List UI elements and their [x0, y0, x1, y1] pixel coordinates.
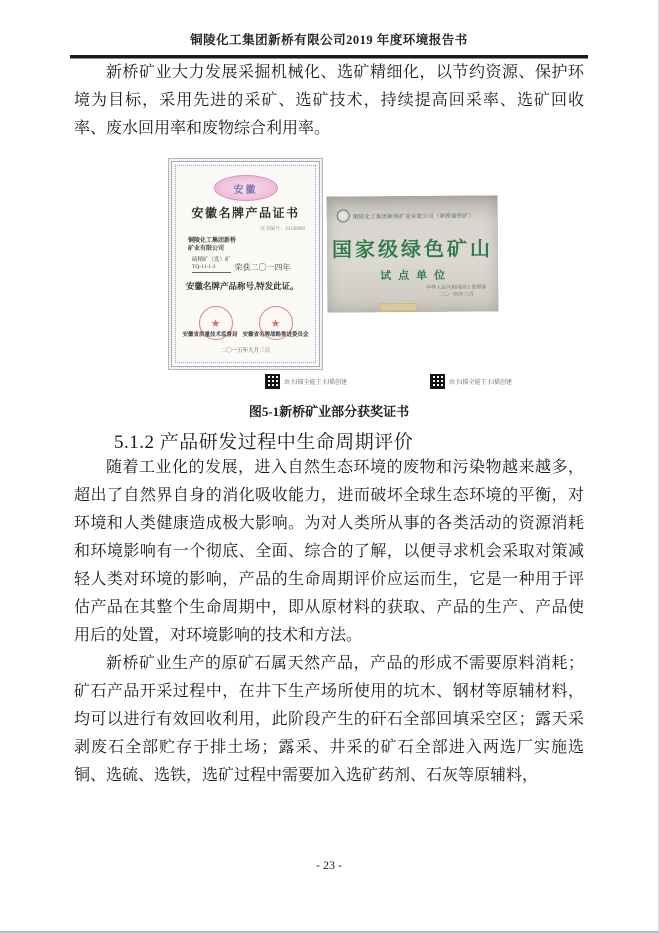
certificate-award-line: 安徽名牌产品称号,特发此证。 [186, 281, 299, 291]
plaque-issuer: 中华人民共和国国土资源部 [426, 285, 487, 291]
certificate-award-year: 荣获二〇一四年 [234, 263, 291, 272]
certificate-issuer-left: 安徽省质量技术监督局 [182, 332, 238, 338]
plaque-company-line: 铜陵化工集团新桥矿业有限公司（新桥硫铁矿） [352, 213, 475, 220]
certificate-company-line2: 矿业有限公司 [188, 246, 225, 252]
page-number: - 23 - [316, 858, 342, 872]
certificate-product [192, 257, 231, 273]
scan-watermark-right [430, 374, 512, 389]
red-seal-icon: ★ [199, 306, 233, 340]
anhui-badge-icon: 安徽 [214, 175, 278, 201]
page-content [0, 59, 658, 790]
scan-watermark-text: 由 扫描全能王 扫描创建 [449, 380, 513, 386]
red-seal-icon: ★ [259, 306, 293, 340]
certificate-anhui-brand [168, 158, 323, 370]
certificate-issuer-right: 安徽省名牌战略推进委员会 [242, 332, 309, 338]
figure-awards [74, 150, 584, 398]
figure-caption: 图5-1新桥矿业部分获奖证书 [248, 404, 410, 419]
section-heading-512: 5.1.2 产品研发过程中生命周期评价 [114, 432, 414, 453]
qr-code-icon [265, 374, 280, 389]
paragraph-lca: 随着工业化的发展，进入自然生态环境的废物和污染物越来越多，超出了自然界自身的消化吸收能力，进而破坏全球生态环境的平衡，对环境和人类健康造成极大影响。为对人类所从事的各类活动的资源消耗和环境影响有一个彻底、全面、综合的了解，以便寻求机会采取对策减轻人类对环境的影响，产品的生命周期评价应运而生，它是一种用于评估产品在其整个生命周期中，即从原材料的获取、产品的生产、产品使用后的处置，对环境影响的技术和方法。 [74, 459, 584, 644]
certificate-title: 安徽名牌产品证书 [191, 206, 300, 220]
plaque-main-title: 国家级绿色矿山 [331, 238, 494, 262]
plaque-subtitle: 试点单位 [380, 269, 453, 283]
plaque-issuer-block [426, 284, 486, 298]
certificate-product-line2: TQ-11-1-2 [192, 264, 216, 270]
certificate-product-row [192, 257, 315, 273]
plaque-date: 二〇一四年三月 [438, 292, 474, 298]
certificate-issuers [176, 330, 315, 338]
certificate-company [188, 237, 315, 253]
plaque-green-mine [327, 195, 499, 312]
scan-watermark-text: 由 扫描全能王 扫描创建 [284, 380, 348, 386]
plaque-top-row [337, 208, 490, 222]
certificate-number: 证书编号：20140089 [259, 227, 305, 232]
certificate-product-line1: 硫精矿（选）矿 [192, 257, 231, 263]
plaque-stand [379, 303, 417, 311]
certificate-inner-frame [175, 165, 316, 363]
ministry-emblem-icon [337, 209, 350, 222]
paragraph-ore-products: 新桥矿业生产的原矿石属天然产品，产品的形成不需要原料消耗；矿石产品开采过程中，在井下生产场所使用的坑木、钢材等原辅材料，均可以进行有效回收利用，此阶段产生的矸石全部回填采空区；露天采剥废石全部贮存于排土场；露采、井采的矿石全部进入两选厂实施选铜、选硫、选铁，选矿过程中需要加入选矿药剂、石灰等原辅料， [74, 655, 584, 784]
certificate-date: 二〇一五年九月三日 [220, 348, 271, 354]
qr-code-icon [430, 374, 445, 389]
paragraph-intro: 新桥矿业大力发展采掘机械化、选矿精细化，以节约资源、保护环境为目标，采用先进的采矿、选矿技术，持续提高回采率、选矿回收率、废水回用率和废物综合利用率。 [74, 64, 584, 137]
certificate-company-line1: 铜陵化工集团新桥 [188, 238, 237, 244]
scan-watermark-left [265, 374, 347, 389]
document-header-title: 铜陵化工集团新桥有限公司2019 年度环境报告书 [190, 33, 468, 47]
